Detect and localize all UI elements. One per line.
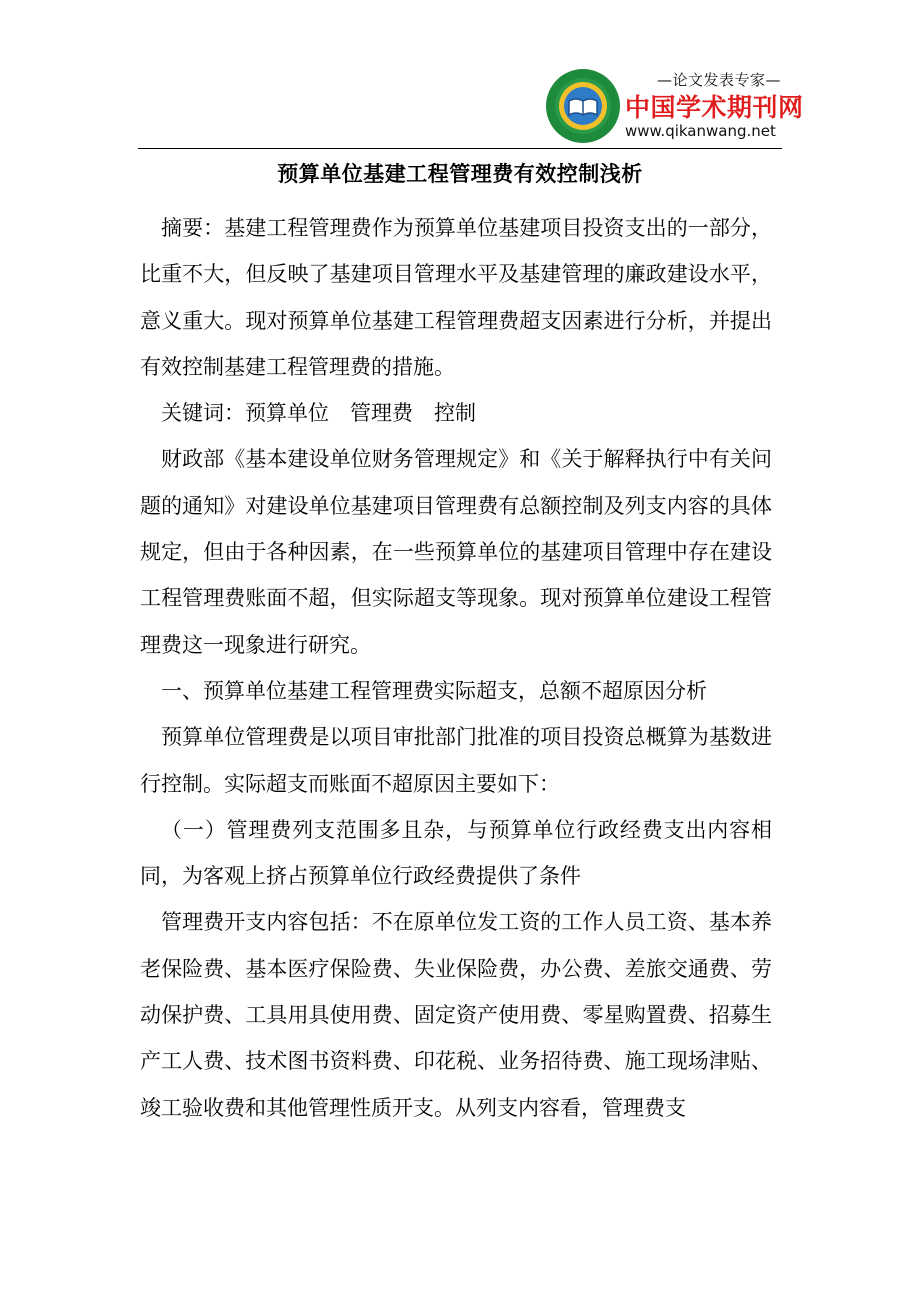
section-heading: 一、预算单位基建工程管理费实际超支，总额不超原因分析 [161,678,707,703]
logo-url: www.qikanwang.net [625,122,776,140]
header-divider [138,148,782,149]
keywords-paragraph: 关键词：预算单位 管理费 控制 [161,401,476,426]
body-paragraph: 预算单位管理费是以项目审批部门批准的项目投资总概算为基数进行控制。实际超支而账面不超原因主要如下： [140,725,772,796]
subsection-heading: （一）管理费列支范围多且杂，与预算单位行政经费支出内容相同，为客观上挤占预算单位行政经费提供了条件 [140,817,772,889]
logo-brand-name: 中国学术期刊网 [625,93,804,122]
body-paragraph: 财政部《基本建设单位财务管理规定》和《关于解释执行中有关问题的通知》对建设单位基建项目管理费有总额控制及列支内容的具体规定，但由于各种因素，在一些预算单位的基建项目管理中存在建设工程管理费账面不超，但实际超支等现象。现对预算单位建设工程管理费这一现象进行研究。 [140,447,772,657]
abstract-paragraph: 摘要：基建工程管理费作为预算单位基建项目投资支出的一部分，比重不大，但反映了基建项目管理水平及基建管理的廉政建设水平，意义重大。现对预算单位基建工程管理费超支因素进行分析，并提出有效控制基建工程管理费的措施。 [140,216,772,379]
document-body [140,205,772,1131]
document-title: 预算单位基建工程管理费有效控制浅析 [277,161,643,186]
body-paragraph: 管理费开支内容包括：不在原单位发工资的工作人员工资、基本养老保险费、基本医疗保险费、失业保险费，办公费、差旅交通费、劳动保护费、工具用具使用费、固定资产使用费、零星购置费、招募生产工人费、技术图书资料费、印花税、业务招待费、施工现场津贴、竣工验收费和其他管理性质开支。从列支内容看，管理费支 [140,910,772,1120]
logo-tagline: —论文发表专家— [657,71,782,89]
journal-logo [545,66,804,148]
globe-seal-icon [545,68,621,144]
